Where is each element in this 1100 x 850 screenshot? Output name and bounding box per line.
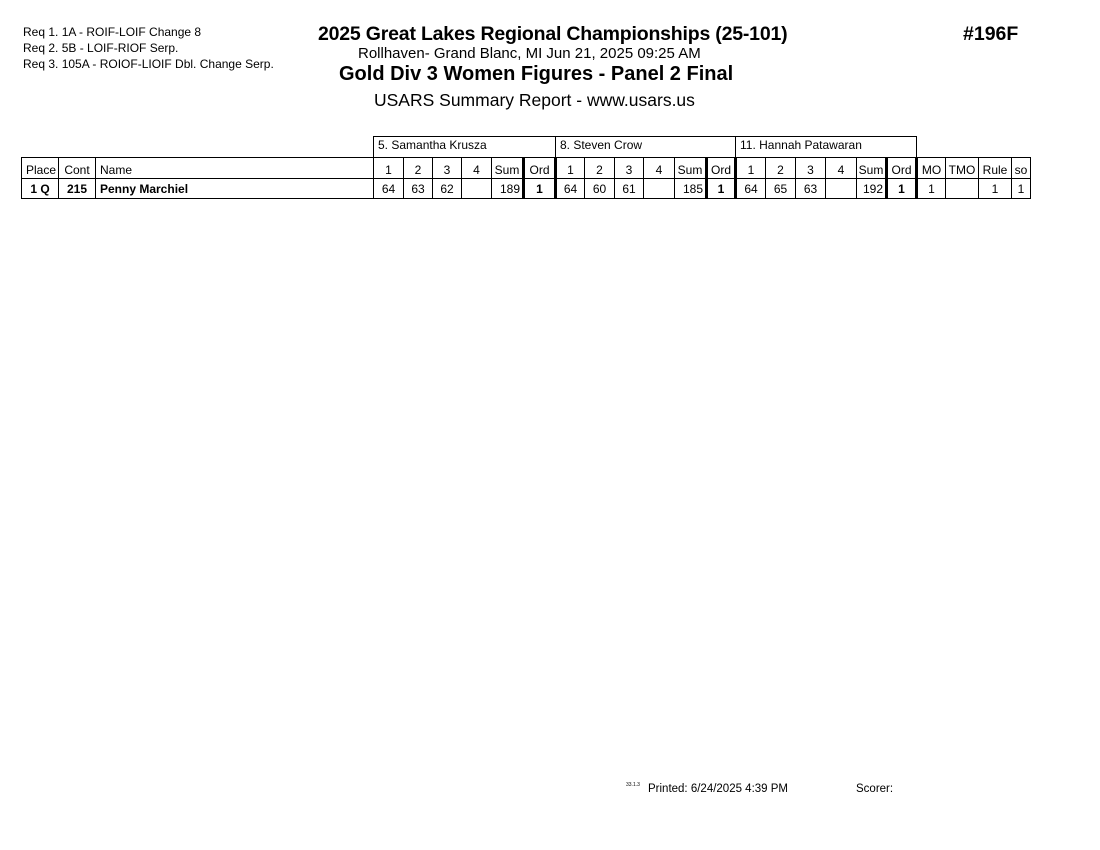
sum-header: Sum xyxy=(492,158,524,179)
skater-name-cell: Penny Marchiel xyxy=(96,179,374,199)
figure-1-header: 1 xyxy=(556,158,585,179)
cont-cell: 215 xyxy=(59,179,96,199)
rule-cell: 1 xyxy=(979,179,1012,199)
requirement-2: Req 2. 5B - LOIF-RIOF Serp. xyxy=(23,41,179,55)
ord-header: Ord xyxy=(524,158,556,179)
score-cell: 65 xyxy=(766,179,796,199)
rule-header: Rule xyxy=(979,158,1012,179)
tmo-header: TMO xyxy=(946,158,979,179)
division-title: Gold Div 3 Women Figures - Panel 2 Final xyxy=(339,63,734,85)
judge-header-row xyxy=(22,137,1031,158)
score-cell: 64 xyxy=(736,179,766,199)
name-header: Name xyxy=(96,158,374,179)
event-number: #196F xyxy=(963,23,1019,45)
table-row xyxy=(22,179,1031,199)
score-cell: 64 xyxy=(556,179,585,199)
score-cell: 61 xyxy=(615,179,644,199)
results-table xyxy=(21,136,1031,199)
score-cell xyxy=(462,179,492,199)
requirement-1: Req 1. 1A - ROIF-LOIF Change 8 xyxy=(23,25,202,39)
scorer-label: Scorer: xyxy=(856,783,894,795)
score-cell: 64 xyxy=(374,179,404,199)
column-header-row xyxy=(22,158,1031,179)
ord-cell: 1 xyxy=(707,179,736,199)
tmo-cell xyxy=(946,179,979,199)
printed-timestamp: Printed: 6/24/2025 4:39 PM xyxy=(648,783,789,795)
requirement-3: Req 3. 105A - ROIOF-LIOIF Dbl. Change Serp. xyxy=(23,57,274,71)
mo-header: MO xyxy=(917,158,946,179)
figure-4-header: 4 xyxy=(644,158,675,179)
mo-cell: 1 xyxy=(917,179,946,199)
score-cell: 60 xyxy=(585,179,615,199)
event-title: 2025 Great Lakes Regional Championships (25-101) xyxy=(318,23,788,45)
judge-name: 11. Hannah Patawaran xyxy=(736,137,917,158)
sum-cell: 192 xyxy=(857,179,887,199)
place-header: Place xyxy=(22,158,59,179)
judge-name: 8. Steven Crow xyxy=(556,137,736,158)
figure-4-header: 4 xyxy=(462,158,492,179)
ord-header: Ord xyxy=(887,158,917,179)
score-cell: 63 xyxy=(404,179,433,199)
figure-2-header: 2 xyxy=(404,158,433,179)
sum-cell: 185 xyxy=(675,179,707,199)
sum-header: Sum xyxy=(675,158,707,179)
cont-header: Cont xyxy=(59,158,96,179)
sum-cell: 189 xyxy=(492,179,524,199)
sum-header: Sum xyxy=(857,158,887,179)
so-cell: 1 xyxy=(1012,179,1031,199)
ord-cell: 1 xyxy=(887,179,917,199)
figure-3-header: 3 xyxy=(433,158,462,179)
ord-header: Ord xyxy=(707,158,736,179)
venue-date: Rollhaven- Grand Blanc, MI Jun 21, 2025 09:25 AM xyxy=(358,45,701,62)
score-cell: 63 xyxy=(796,179,826,199)
figure-4-header: 4 xyxy=(826,158,857,179)
place-cell: 1 Q xyxy=(22,179,59,199)
figure-3-header: 3 xyxy=(615,158,644,179)
judge-name: 5. Samantha Krusza xyxy=(374,137,556,158)
figure-1-header: 1 xyxy=(374,158,404,179)
figure-1-header: 1 xyxy=(736,158,766,179)
report-subtitle: USARS Summary Report - www.usars.us xyxy=(374,90,695,110)
figure-2-header: 2 xyxy=(585,158,615,179)
so-header: so xyxy=(1012,158,1031,179)
figure-2-header: 2 xyxy=(766,158,796,179)
version-mark: 33.1.3 xyxy=(626,782,640,788)
figure-3-header: 3 xyxy=(796,158,826,179)
score-cell: 62 xyxy=(433,179,462,199)
score-cell xyxy=(826,179,857,199)
score-cell xyxy=(644,179,675,199)
ord-cell: 1 xyxy=(524,179,556,199)
